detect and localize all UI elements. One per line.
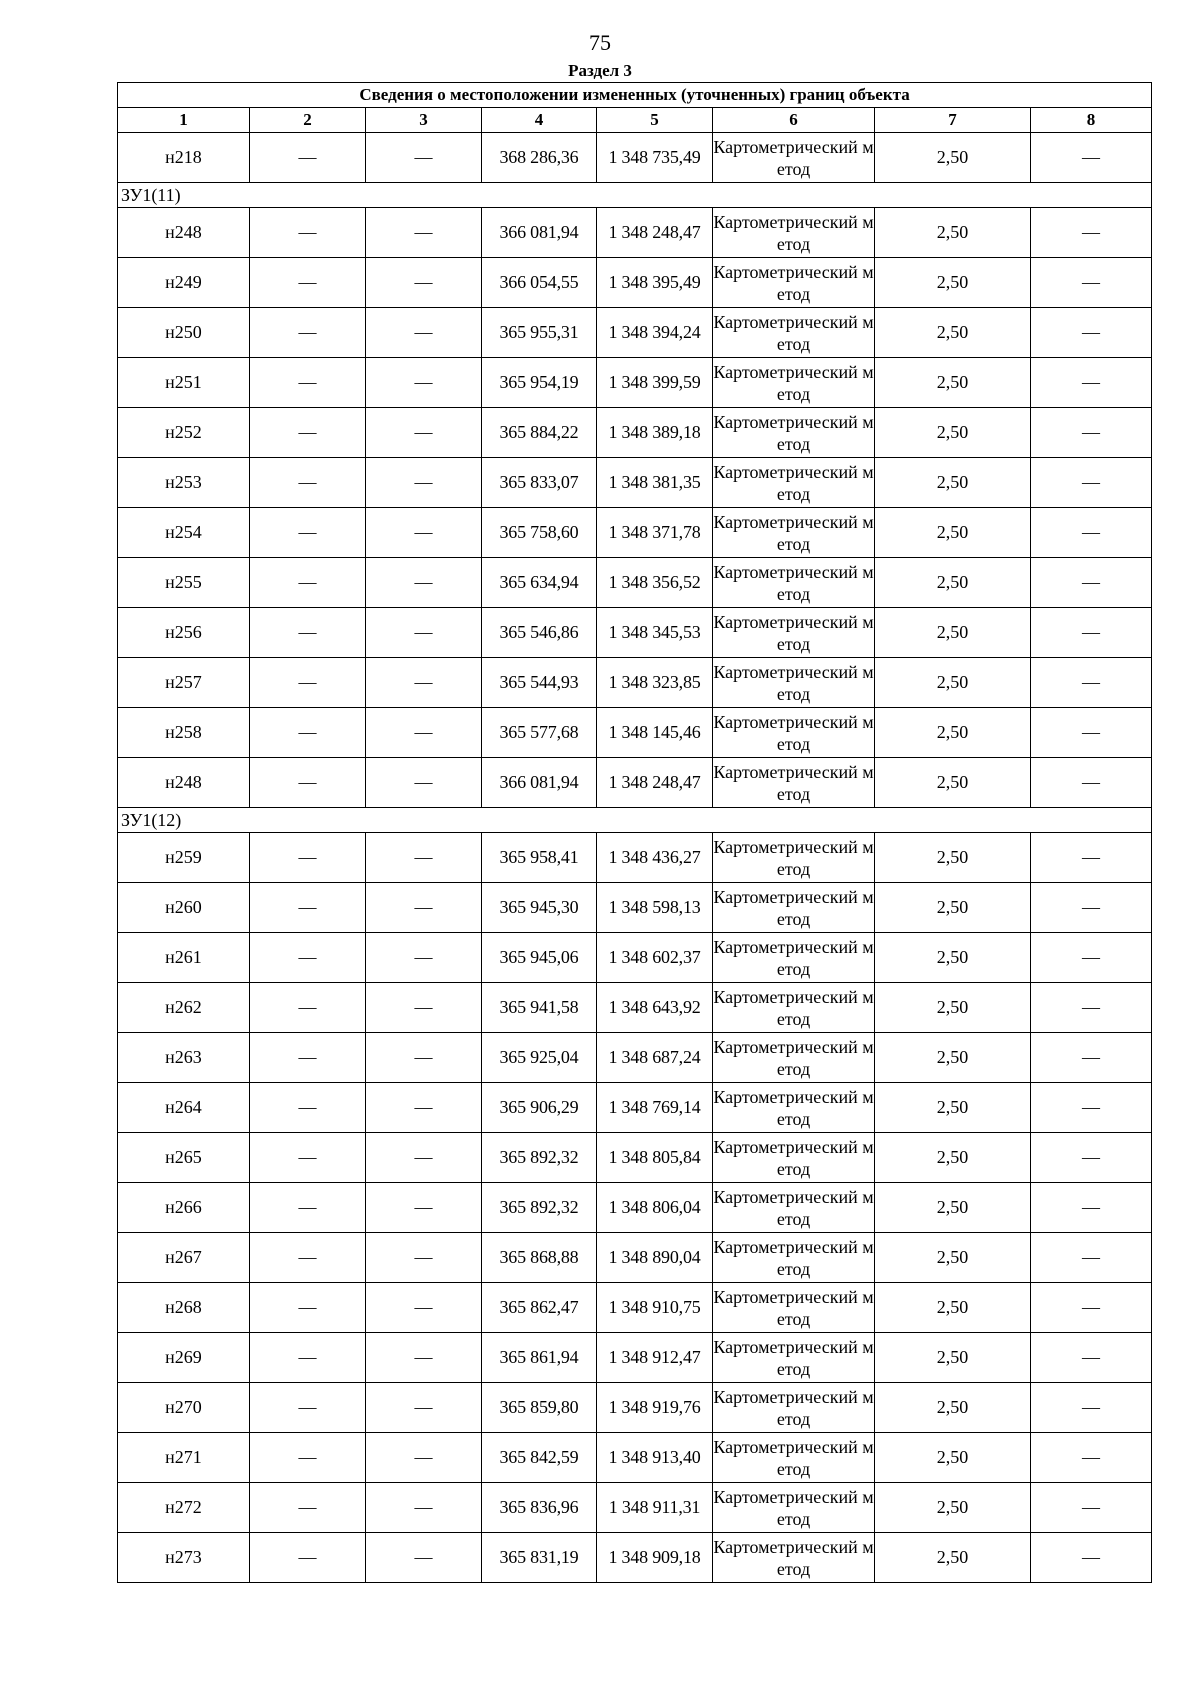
point-number-cell: н251 bbox=[118, 358, 250, 408]
column-number: 4 bbox=[482, 108, 597, 133]
method-cell: Картометрический метод bbox=[713, 358, 875, 408]
point-number-cell: н267 bbox=[118, 1233, 250, 1283]
method-cell: Картометрический метод bbox=[713, 208, 875, 258]
x-coordinate-cell: 368 286,36 bbox=[482, 133, 597, 183]
column-8-cell: — bbox=[1031, 658, 1152, 708]
point-number-cell: н248 bbox=[118, 208, 250, 258]
column-8-cell: — bbox=[1031, 1183, 1152, 1233]
method-cell: Картометрический метод bbox=[713, 1033, 875, 1083]
y-coordinate-cell: 1 348 602,37 bbox=[597, 933, 713, 983]
x-coordinate-cell: 365 906,29 bbox=[482, 1083, 597, 1133]
accuracy-cell: 2,50 bbox=[875, 983, 1031, 1033]
column-number-row bbox=[118, 108, 1152, 133]
y-coordinate-cell: 1 348 323,85 bbox=[597, 658, 713, 708]
method-cell: Картометрический метод bbox=[713, 1483, 875, 1533]
method-cell: Картометрический метод bbox=[713, 883, 875, 933]
x-coordinate-cell: 365 941,58 bbox=[482, 983, 597, 1033]
group-header-row bbox=[118, 183, 1152, 208]
column-2-cell: — bbox=[250, 1433, 366, 1483]
x-coordinate-cell: 365 892,32 bbox=[482, 1183, 597, 1233]
x-coordinate-cell: 365 955,31 bbox=[482, 308, 597, 358]
table-row bbox=[118, 1083, 1152, 1133]
column-3-cell: — bbox=[366, 258, 482, 308]
method-cell: Картометрический метод bbox=[713, 508, 875, 558]
accuracy-cell: 2,50 bbox=[875, 508, 1031, 558]
column-8-cell: — bbox=[1031, 1383, 1152, 1433]
column-number: 6 bbox=[713, 108, 875, 133]
y-coordinate-cell: 1 348 394,24 bbox=[597, 308, 713, 358]
column-8-cell: — bbox=[1031, 1133, 1152, 1183]
group-label: ЗУ1(12) bbox=[118, 808, 1152, 833]
y-coordinate-cell: 1 348 910,75 bbox=[597, 1283, 713, 1333]
column-8-cell: — bbox=[1031, 1333, 1152, 1383]
table-row bbox=[118, 458, 1152, 508]
column-2-cell: — bbox=[250, 933, 366, 983]
point-number-cell: н259 bbox=[118, 833, 250, 883]
point-number-cell: н254 bbox=[118, 508, 250, 558]
column-8-cell: — bbox=[1031, 933, 1152, 983]
table-row bbox=[118, 508, 1152, 558]
table-row bbox=[118, 1483, 1152, 1533]
column-8-cell: — bbox=[1031, 208, 1152, 258]
column-2-cell: — bbox=[250, 1333, 366, 1383]
y-coordinate-cell: 1 348 389,18 bbox=[597, 408, 713, 458]
table-row bbox=[118, 1183, 1152, 1233]
column-8-cell: — bbox=[1031, 983, 1152, 1033]
column-2-cell: — bbox=[250, 458, 366, 508]
column-3-cell: — bbox=[366, 833, 482, 883]
column-3-cell: — bbox=[366, 358, 482, 408]
point-number-cell: н262 bbox=[118, 983, 250, 1033]
x-coordinate-cell: 365 577,68 bbox=[482, 708, 597, 758]
point-number-cell: н270 bbox=[118, 1383, 250, 1433]
column-3-cell: — bbox=[366, 608, 482, 658]
accuracy-cell: 2,50 bbox=[875, 758, 1031, 808]
y-coordinate-cell: 1 348 911,31 bbox=[597, 1483, 713, 1533]
table-row bbox=[118, 658, 1152, 708]
point-number-cell: н248 bbox=[118, 758, 250, 808]
method-cell: Картометрический метод bbox=[713, 658, 875, 708]
y-coordinate-cell: 1 348 890,04 bbox=[597, 1233, 713, 1283]
column-8-cell: — bbox=[1031, 133, 1152, 183]
column-8-cell: — bbox=[1031, 408, 1152, 458]
y-coordinate-cell: 1 348 643,92 bbox=[597, 983, 713, 1033]
column-2-cell: — bbox=[250, 1483, 366, 1533]
table-row bbox=[118, 1383, 1152, 1433]
y-coordinate-cell: 1 348 919,76 bbox=[597, 1383, 713, 1433]
column-2-cell: — bbox=[250, 608, 366, 658]
column-number: 3 bbox=[366, 108, 482, 133]
table-row bbox=[118, 1533, 1152, 1583]
column-number: 8 bbox=[1031, 108, 1152, 133]
column-2-cell: — bbox=[250, 208, 366, 258]
x-coordinate-cell: 365 958,41 bbox=[482, 833, 597, 883]
y-coordinate-cell: 1 348 913,40 bbox=[597, 1433, 713, 1483]
column-3-cell: — bbox=[366, 1233, 482, 1283]
column-2-cell: — bbox=[250, 258, 366, 308]
x-coordinate-cell: 366 081,94 bbox=[482, 208, 597, 258]
x-coordinate-cell: 366 081,94 bbox=[482, 758, 597, 808]
column-2-cell: — bbox=[250, 833, 366, 883]
column-2-cell: — bbox=[250, 358, 366, 408]
accuracy-cell: 2,50 bbox=[875, 1533, 1031, 1583]
method-cell: Картометрический метод bbox=[713, 1233, 875, 1283]
point-number-cell: н218 bbox=[118, 133, 250, 183]
column-3-cell: — bbox=[366, 933, 482, 983]
column-3-cell: — bbox=[366, 758, 482, 808]
x-coordinate-cell: 365 544,93 bbox=[482, 658, 597, 708]
column-8-cell: — bbox=[1031, 258, 1152, 308]
point-number-cell: н273 bbox=[118, 1533, 250, 1583]
y-coordinate-cell: 1 348 248,47 bbox=[597, 758, 713, 808]
column-8-cell: — bbox=[1031, 708, 1152, 758]
table-row bbox=[118, 708, 1152, 758]
table-title-row bbox=[118, 83, 1152, 108]
y-coordinate-cell: 1 348 371,78 bbox=[597, 508, 713, 558]
page-number: 75 bbox=[589, 30, 611, 55]
x-coordinate-cell: 365 892,32 bbox=[482, 1133, 597, 1183]
table-row bbox=[118, 1233, 1152, 1283]
column-8-cell: — bbox=[1031, 1283, 1152, 1333]
point-number-cell: н255 bbox=[118, 558, 250, 608]
column-2-cell: — bbox=[250, 408, 366, 458]
point-number-cell: н268 bbox=[118, 1283, 250, 1333]
accuracy-cell: 2,50 bbox=[875, 458, 1031, 508]
table-title: Сведения о местоположении измененных (уточненных) границ объекта bbox=[118, 83, 1152, 108]
column-8-cell: — bbox=[1031, 558, 1152, 608]
table-row bbox=[118, 133, 1152, 183]
column-8-cell: — bbox=[1031, 1533, 1152, 1583]
method-cell: Картометрический метод bbox=[713, 558, 875, 608]
accuracy-cell: 2,50 bbox=[875, 358, 1031, 408]
column-2-cell: — bbox=[250, 1233, 366, 1283]
column-2-cell: — bbox=[250, 658, 366, 708]
table-row bbox=[118, 308, 1152, 358]
column-3-cell: — bbox=[366, 708, 482, 758]
point-number-cell: н271 bbox=[118, 1433, 250, 1483]
column-8-cell: — bbox=[1031, 758, 1152, 808]
x-coordinate-cell: 365 836,96 bbox=[482, 1483, 597, 1533]
y-coordinate-cell: 1 348 598,13 bbox=[597, 883, 713, 933]
y-coordinate-cell: 1 348 912,47 bbox=[597, 1333, 713, 1383]
point-number-cell: н269 bbox=[118, 1333, 250, 1383]
accuracy-cell: 2,50 bbox=[875, 608, 1031, 658]
method-cell: Картометрический метод bbox=[713, 258, 875, 308]
accuracy-cell: 2,50 bbox=[875, 658, 1031, 708]
x-coordinate-cell: 365 868,88 bbox=[482, 1233, 597, 1283]
x-coordinate-cell: 365 945,06 bbox=[482, 933, 597, 983]
boundary-coordinates-table bbox=[117, 82, 1152, 1583]
method-cell: Картометрический метод bbox=[713, 1433, 875, 1483]
column-3-cell: — bbox=[366, 1333, 482, 1383]
y-coordinate-cell: 1 348 248,47 bbox=[597, 208, 713, 258]
accuracy-cell: 2,50 bbox=[875, 208, 1031, 258]
column-3-cell: — bbox=[366, 1283, 482, 1333]
table-row bbox=[118, 883, 1152, 933]
column-number: 7 bbox=[875, 108, 1031, 133]
column-8-cell: — bbox=[1031, 1433, 1152, 1483]
column-2-cell: — bbox=[250, 1283, 366, 1333]
column-2-cell: — bbox=[250, 558, 366, 608]
table-row bbox=[118, 983, 1152, 1033]
y-coordinate-cell: 1 348 345,53 bbox=[597, 608, 713, 658]
column-3-cell: — bbox=[366, 883, 482, 933]
column-8-cell: — bbox=[1031, 508, 1152, 558]
column-3-cell: — bbox=[366, 1083, 482, 1133]
column-3-cell: — bbox=[366, 1433, 482, 1483]
column-2-cell: — bbox=[250, 1083, 366, 1133]
point-number-cell: н256 bbox=[118, 608, 250, 658]
group-header-row bbox=[118, 808, 1152, 833]
accuracy-cell: 2,50 bbox=[875, 308, 1031, 358]
column-3-cell: — bbox=[366, 983, 482, 1033]
column-3-cell: — bbox=[366, 1183, 482, 1233]
x-coordinate-cell: 365 861,94 bbox=[482, 1333, 597, 1383]
column-8-cell: — bbox=[1031, 1233, 1152, 1283]
method-cell: Картометрический метод bbox=[713, 458, 875, 508]
method-cell: Картометрический метод bbox=[713, 408, 875, 458]
table-body bbox=[118, 133, 1152, 1583]
column-3-cell: — bbox=[366, 1383, 482, 1433]
column-8-cell: — bbox=[1031, 1483, 1152, 1533]
accuracy-cell: 2,50 bbox=[875, 258, 1031, 308]
column-8-cell: — bbox=[1031, 608, 1152, 658]
column-3-cell: — bbox=[366, 458, 482, 508]
table-row bbox=[118, 608, 1152, 658]
column-3-cell: — bbox=[366, 308, 482, 358]
column-8-cell: — bbox=[1031, 458, 1152, 508]
table-row bbox=[118, 1433, 1152, 1483]
column-2-cell: — bbox=[250, 758, 366, 808]
accuracy-cell: 2,50 bbox=[875, 1283, 1031, 1333]
method-cell: Картометрический метод bbox=[713, 308, 875, 358]
y-coordinate-cell: 1 348 145,46 bbox=[597, 708, 713, 758]
column-2-cell: — bbox=[250, 883, 366, 933]
accuracy-cell: 2,50 bbox=[875, 708, 1031, 758]
accuracy-cell: 2,50 bbox=[875, 1233, 1031, 1283]
column-3-cell: — bbox=[366, 1533, 482, 1583]
x-coordinate-cell: 365 833,07 bbox=[482, 458, 597, 508]
column-8-cell: — bbox=[1031, 1033, 1152, 1083]
column-8-cell: — bbox=[1031, 883, 1152, 933]
y-coordinate-cell: 1 348 687,24 bbox=[597, 1033, 713, 1083]
method-cell: Картометрический метод bbox=[713, 1383, 875, 1433]
column-3-cell: — bbox=[366, 408, 482, 458]
method-cell: Картометрический метод bbox=[713, 708, 875, 758]
column-8-cell: — bbox=[1031, 308, 1152, 358]
y-coordinate-cell: 1 348 436,27 bbox=[597, 833, 713, 883]
column-2-cell: — bbox=[250, 133, 366, 183]
y-coordinate-cell: 1 348 735,49 bbox=[597, 133, 713, 183]
y-coordinate-cell: 1 348 356,52 bbox=[597, 558, 713, 608]
y-coordinate-cell: 1 348 769,14 bbox=[597, 1083, 713, 1133]
column-number: 1 bbox=[118, 108, 250, 133]
method-cell: Картометрический метод bbox=[713, 608, 875, 658]
table-row bbox=[118, 208, 1152, 258]
group-label: ЗУ1(11) bbox=[118, 183, 1152, 208]
x-coordinate-cell: 365 546,86 bbox=[482, 608, 597, 658]
point-number-cell: н266 bbox=[118, 1183, 250, 1233]
accuracy-cell: 2,50 bbox=[875, 883, 1031, 933]
column-2-cell: — bbox=[250, 708, 366, 758]
column-3-cell: — bbox=[366, 1033, 482, 1083]
accuracy-cell: 2,50 bbox=[875, 1033, 1031, 1083]
point-number-cell: н252 bbox=[118, 408, 250, 458]
y-coordinate-cell: 1 348 806,04 bbox=[597, 1183, 713, 1233]
method-cell: Картометрический метод bbox=[713, 133, 875, 183]
column-8-cell: — bbox=[1031, 833, 1152, 883]
y-coordinate-cell: 1 348 399,59 bbox=[597, 358, 713, 408]
column-number: 2 bbox=[250, 108, 366, 133]
x-coordinate-cell: 365 758,60 bbox=[482, 508, 597, 558]
method-cell: Картометрический метод bbox=[713, 1533, 875, 1583]
accuracy-cell: 2,50 bbox=[875, 1083, 1031, 1133]
table-row bbox=[118, 258, 1152, 308]
accuracy-cell: 2,50 bbox=[875, 558, 1031, 608]
point-number-cell: н261 bbox=[118, 933, 250, 983]
column-2-cell: — bbox=[250, 1033, 366, 1083]
method-cell: Картометрический метод bbox=[713, 983, 875, 1033]
column-2-cell: — bbox=[250, 508, 366, 558]
y-coordinate-cell: 1 348 395,49 bbox=[597, 258, 713, 308]
method-cell: Картометрический метод bbox=[713, 1183, 875, 1233]
x-coordinate-cell: 365 831,19 bbox=[482, 1533, 597, 1583]
point-number-cell: н272 bbox=[118, 1483, 250, 1533]
table-row bbox=[118, 1283, 1152, 1333]
column-3-cell: — bbox=[366, 1133, 482, 1183]
point-number-cell: н258 bbox=[118, 708, 250, 758]
column-2-cell: — bbox=[250, 1133, 366, 1183]
table-row bbox=[118, 933, 1152, 983]
x-coordinate-cell: 365 859,80 bbox=[482, 1383, 597, 1433]
y-coordinate-cell: 1 348 805,84 bbox=[597, 1133, 713, 1183]
method-cell: Картометрический метод bbox=[713, 1133, 875, 1183]
table-row bbox=[118, 1033, 1152, 1083]
method-cell: Картометрический метод bbox=[713, 758, 875, 808]
table-row bbox=[118, 833, 1152, 883]
section-title: Раздел 3 bbox=[568, 61, 632, 80]
column-2-cell: — bbox=[250, 1383, 366, 1433]
column-8-cell: — bbox=[1031, 1083, 1152, 1133]
method-cell: Картометрический метод bbox=[713, 933, 875, 983]
accuracy-cell: 2,50 bbox=[875, 1333, 1031, 1383]
y-coordinate-cell: 1 348 909,18 bbox=[597, 1533, 713, 1583]
column-number: 5 bbox=[597, 108, 713, 133]
point-number-cell: н260 bbox=[118, 883, 250, 933]
table-row bbox=[118, 1133, 1152, 1183]
method-cell: Картометрический метод bbox=[713, 1283, 875, 1333]
x-coordinate-cell: 365 925,04 bbox=[482, 1033, 597, 1083]
y-coordinate-cell: 1 348 381,35 bbox=[597, 458, 713, 508]
method-cell: Картометрический метод bbox=[713, 1083, 875, 1133]
column-2-cell: — bbox=[250, 1533, 366, 1583]
accuracy-cell: 2,50 bbox=[875, 1433, 1031, 1483]
column-3-cell: — bbox=[366, 1483, 482, 1533]
column-3-cell: — bbox=[366, 658, 482, 708]
table-row bbox=[118, 358, 1152, 408]
column-3-cell: — bbox=[366, 133, 482, 183]
column-8-cell: — bbox=[1031, 358, 1152, 408]
x-coordinate-cell: 365 954,19 bbox=[482, 358, 597, 408]
accuracy-cell: 2,50 bbox=[875, 1483, 1031, 1533]
table-row bbox=[118, 558, 1152, 608]
point-number-cell: н263 bbox=[118, 1033, 250, 1083]
x-coordinate-cell: 365 945,30 bbox=[482, 883, 597, 933]
column-3-cell: — bbox=[366, 208, 482, 258]
accuracy-cell: 2,50 bbox=[875, 1183, 1031, 1233]
point-number-cell: н265 bbox=[118, 1133, 250, 1183]
accuracy-cell: 2,50 bbox=[875, 1133, 1031, 1183]
method-cell: Картометрический метод bbox=[713, 1333, 875, 1383]
point-number-cell: н264 bbox=[118, 1083, 250, 1133]
point-number-cell: н249 bbox=[118, 258, 250, 308]
table-row bbox=[118, 1333, 1152, 1383]
accuracy-cell: 2,50 bbox=[875, 933, 1031, 983]
column-3-cell: — bbox=[366, 558, 482, 608]
x-coordinate-cell: 366 054,55 bbox=[482, 258, 597, 308]
x-coordinate-cell: 365 634,94 bbox=[482, 558, 597, 608]
column-2-cell: — bbox=[250, 308, 366, 358]
x-coordinate-cell: 365 884,22 bbox=[482, 408, 597, 458]
table-row bbox=[118, 408, 1152, 458]
x-coordinate-cell: 365 862,47 bbox=[482, 1283, 597, 1333]
accuracy-cell: 2,50 bbox=[875, 833, 1031, 883]
method-cell: Картометрический метод bbox=[713, 833, 875, 883]
accuracy-cell: 2,50 bbox=[875, 1383, 1031, 1433]
x-coordinate-cell: 365 842,59 bbox=[482, 1433, 597, 1483]
accuracy-cell: 2,50 bbox=[875, 408, 1031, 458]
column-3-cell: — bbox=[366, 508, 482, 558]
point-number-cell: н257 bbox=[118, 658, 250, 708]
accuracy-cell: 2,50 bbox=[875, 133, 1031, 183]
point-number-cell: н253 bbox=[118, 458, 250, 508]
column-2-cell: — bbox=[250, 983, 366, 1033]
point-number-cell: н250 bbox=[118, 308, 250, 358]
column-2-cell: — bbox=[250, 1183, 366, 1233]
table-row bbox=[118, 758, 1152, 808]
